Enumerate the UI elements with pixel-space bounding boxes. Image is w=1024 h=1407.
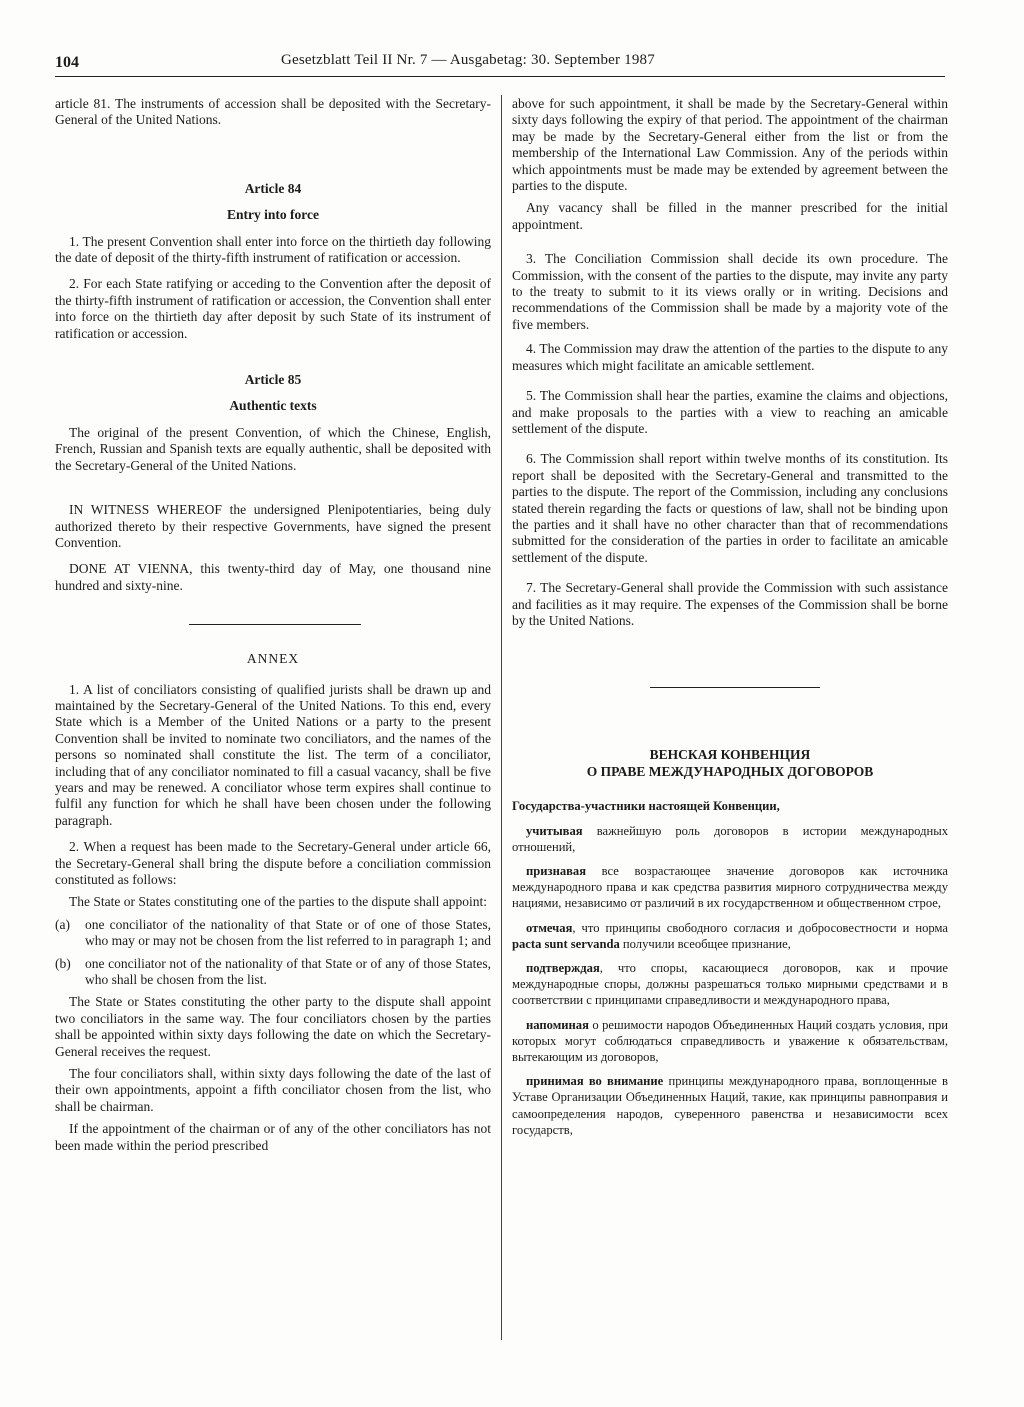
- recital-4-lead: подтверждая: [526, 961, 600, 975]
- recital-2-text: все возрастающее значение договоров как источника международного права и как средства развития мирного сотрудничества между нациями, независимо от различий в их государственном и общественном строе,: [512, 863, 948, 911]
- russian-parties: Государства-участники настоящей Конвенции,: [512, 799, 780, 814]
- done-paragraph: DONE AT VIENNA, this twenty-third day of May, one thousand nine hundred and sixty-nine.: [55, 561, 491, 593]
- witness-paragraph: IN WITNESS WHEREOF the undersigned Plenipotentiaries, being duly authorized thereto by their respective Governments, have signed the present Convention.: [55, 502, 491, 550]
- article-85-para-1: The original of the present Convention, of which the Chinese, English, French, Russian and Spanish texts are equally authentic, shall be deposited with the Secretary-General of the United Nations.: [55, 424, 491, 473]
- annex-para-4: The State or States constituting the other party to the dispute shall appoint two conciliators in the same way. The four conciliators chosen by the parties shall be appointed within sixty days following the date on which the Secretary-General receives the request.: [55, 994, 491, 1059]
- russian-recital-2: [512, 863, 948, 912]
- recital-2-lead: признавая: [526, 863, 587, 878]
- annex-para-5-hearing: 5. The Commission shall hear the parties, examine the claims and objections, and make proposals to the parties with a view to reaching an amicable settlement of the dispute.: [512, 388, 948, 436]
- annex-para-6: If the appointment of the chairman or of any of the other conciliators has not been made within the period prescribed: [55, 1121, 491, 1153]
- annex-para-3: The State or States constituting one of the parties to the dispute shall appoint:: [69, 894, 488, 910]
- russian-recital-5: [512, 1017, 948, 1066]
- russian-recital-1: [512, 823, 948, 855]
- list-item-a: [55, 917, 491, 950]
- russian-recital-6: [512, 1073, 948, 1138]
- page-header: [55, 52, 945, 77]
- section-rule: [189, 624, 361, 625]
- list-text-a: one conciliator of the nationality of that State or of one of those States, who may or may not be chosen from the list referred to in paragraph 1; and: [85, 916, 491, 949]
- list-text-b: one conciliator not of the nationality of that State or of any of those States, who shall be chosen from the list.: [85, 955, 491, 988]
- recital-6-lead: принимая во внимание: [526, 1074, 664, 1089]
- recital-3-text-b: получили всеобщее признание,: [619, 936, 791, 951]
- article-85-title: Authentic texts: [229, 398, 317, 414]
- article-84-number: Article 84: [244, 180, 302, 196]
- left-column: [55, 96, 491, 1154]
- recital-1-lead: учитывая: [526, 823, 583, 838]
- annex-para-2: 2. When a request has been made to the Secretary-General under article 66, the Secretary-General shall bring the dispute before a conciliation commission constituted as follows:: [55, 839, 491, 887]
- article-84-para-1: 1. The present Convention shall enter into force on the thirtieth day following the date of deposit of the thirty-fifth instrument of ratification or accession.: [55, 233, 491, 266]
- list-marker-a: (a): [55, 916, 70, 932]
- page-number: 104: [55, 54, 79, 71]
- annex-para-6-report: 6. The Commission shall report within twelve months of its constitution. Its report shall be deposited with the Secretary-General and transmitted to the parties to the dispute. The report of the Commission, including any conclusions stated therein regarding the facts or questions of law, shall not be binding upon the parties and it shall have no other character than that of recommendations submitted for the consideration of the parties in order to facilitate an amicable settlement of the dispute.: [512, 451, 948, 565]
- section-rule-right: [650, 687, 820, 688]
- recital-6-text: принципы международного права, воплощенные в Уставе Организации Объединенных Наций, такие, как принципы равноправия и самоопределения народов, суверенного равенства и независимости всех государств,: [512, 1074, 948, 1137]
- article-85-number: Article 85: [244, 372, 302, 388]
- annex-para-1: 1. A list of conciliators consisting of qualified jurists shall be drawn up and maintained by the Secretary-General of the United Nations. To this end, every State which is a Member of the United Nations or a party to the present Convention shall be invited to nominate two conciliators, and the names of the persons so nominated shall constitute the list. The term of a conciliator, including that of any conciliator nominated to fill a casual vacancy, shall be five years and may be renewed. A conciliator whose term expires shall continue to fulfil any function for which he shall have been chosen under the following paragraph.: [55, 681, 491, 828]
- annex-para-7-expenses: 7. The Secretary-General shall provide the Commission with such assistance and facilities as it may require. The expenses of the Commission shall be borne by the United Nations.: [512, 580, 948, 628]
- column-divider: [501, 95, 502, 1340]
- russian-recital-3: [512, 920, 948, 952]
- list-item-b: [55, 956, 491, 989]
- intro-paragraph: article 81. The instruments of accession shall be deposited with the Secretary-General of the United Nations.: [55, 96, 491, 128]
- annex-para-3-procedure: 3. The Conciliation Commission shall decide its own procedure. The Commission, with the consent of the parties to the dispute, may invite any party to the treaty to submit to it its views orally or in writing. Decisions and recommendations of the Commission shall be made by a majority vote of the five members.: [512, 251, 948, 332]
- vacancy-paragraph: Any vacancy shall be filled in the manner prescribed for the initial appointment.: [512, 200, 948, 232]
- article-84-title: Entry into force: [227, 207, 319, 223]
- russian-title-line-1: ВЕНСКАЯ КОНВЕНЦИЯ: [649, 747, 811, 763]
- recital-3-text-a: , что принципы свободного согласия и добросовестности и норма: [572, 920, 948, 935]
- annex-para-5: The four conciliators shall, within sixty days following the date of the last of their own appointments, appoint a fifth conciliator chosen from the list, who shall be chairman.: [55, 1066, 491, 1114]
- russian-title-line-2: О ПРАВЕ МЕЖДУНАРОДНЫХ ДОГОВОРОВ: [586, 764, 874, 780]
- right-column: [512, 96, 948, 1138]
- pacta-sunt-servanda: pacta sunt servanda: [512, 936, 620, 951]
- annex-para-4-measures: 4. The Commission may draw the attention of the parties to the dispute to any measures which might facilitate an amicable settlement.: [512, 341, 948, 373]
- recital-5-text: о решимости народов Объединенных Наций создать условия, при которых могут соблюдаться справедливость и уважение к обязательствам, вытекающим из договоров,: [512, 1017, 948, 1065]
- article-84-para-2: 2. For each State ratifying or acceding to the Convention after the deposit of the thirty-fifth instrument of ratification or accession, the Convention shall enter into force on the thirtieth day after deposit by such State of its instrument of ratification or accession.: [55, 276, 491, 341]
- recital-5-lead: напоминая: [526, 1017, 589, 1032]
- recital-3-lead: отмечая: [526, 920, 573, 935]
- list-marker-b: (b): [55, 955, 71, 971]
- running-title: Gesetzblatt Teil II Nr. 7 — Ausgabetag: 30. September 1987: [281, 52, 655, 68]
- continued-paragraph: above for such appointment, it shall be made by the Secretary-General within sixty days following the expiry of that period. The appointment of the chairman may be made by the Secretary-General either from the list or from the membership of the International Law Commission. Any of the periods within which appointments must be made may be extended by agreement between the parties to the dispute.: [512, 96, 948, 194]
- recital-1-text: важнейшую роль договоров в истории международных отношений,: [512, 823, 948, 854]
- annex-title: ANNEX: [246, 651, 300, 667]
- recital-4-text: , что споры, касающиеся договоров, как и прочие международные споры, должны разрешаться только мирными средствами и в соответствии с принципами справедливости и международного права,: [512, 961, 948, 1008]
- russian-recital-4: [512, 960, 948, 1009]
